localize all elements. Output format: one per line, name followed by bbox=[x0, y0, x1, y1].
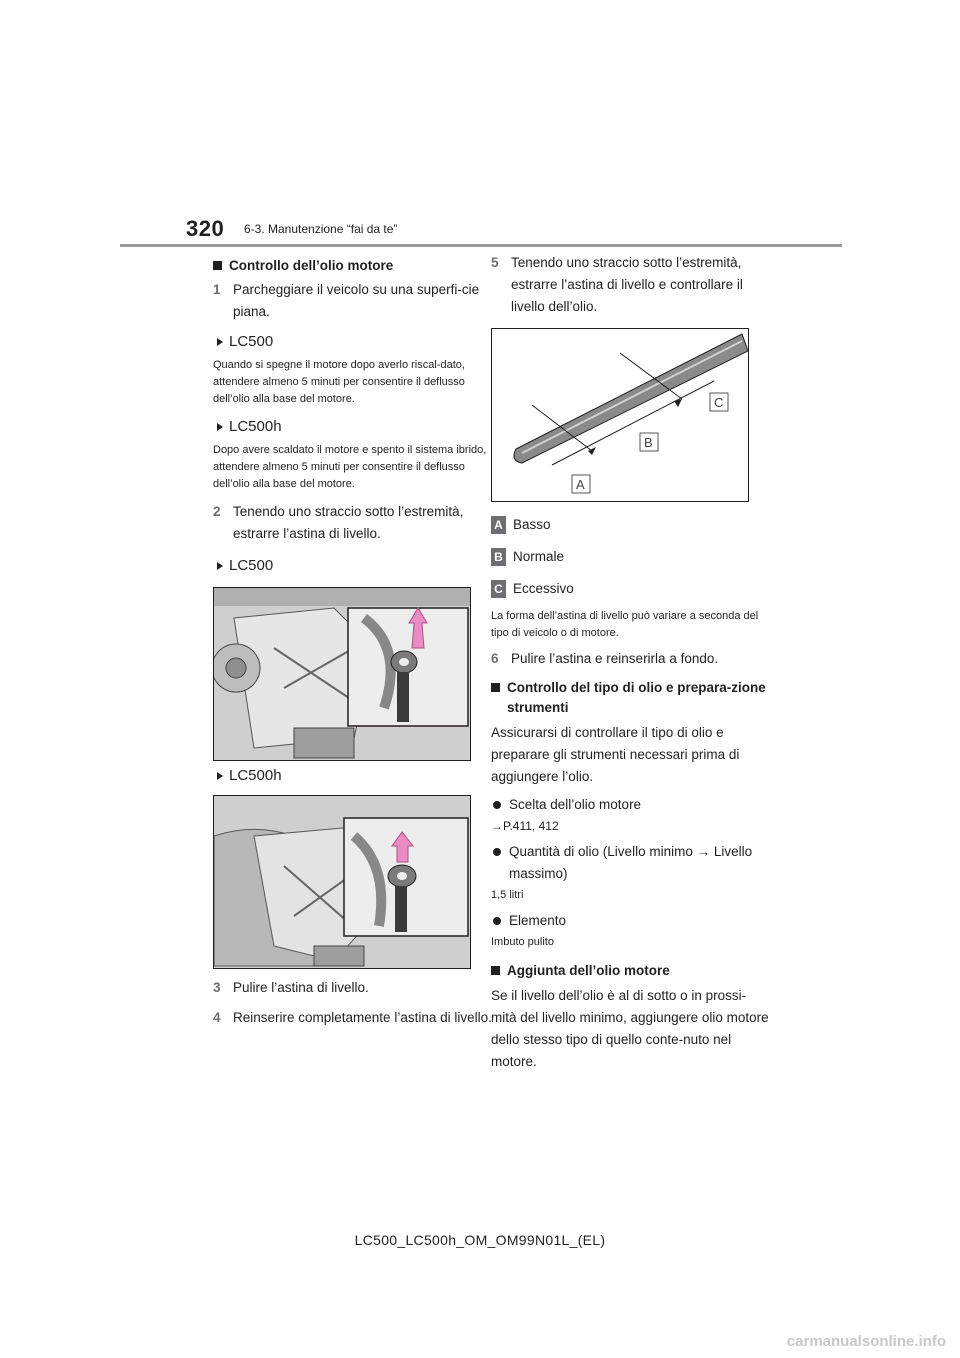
diagram-label-a: A bbox=[576, 477, 585, 492]
note-lc500h: Dopo avere scaldato il motore e spento il sistema ibrido, attendere almeno 5 minuti per consentire il deflusso dell’olio alla base del motore. bbox=[213, 444, 487, 490]
triangle-marker-icon bbox=[217, 338, 223, 346]
bullet-dot-icon bbox=[493, 917, 501, 925]
item-value: Imbuto pulito bbox=[491, 936, 554, 948]
bullet-dot-icon bbox=[493, 848, 501, 856]
page-number: 320 bbox=[186, 216, 225, 241]
diagram-label-b: B bbox=[644, 435, 653, 450]
footer-document-code: LC500_LC500h_OM_OM99N01L_(EL) bbox=[354, 1232, 606, 1248]
right-column bbox=[491, 252, 771, 1073]
model-lc500h-image-caption: LC500h bbox=[213, 765, 493, 787]
legend-item-normal: B Normale bbox=[491, 546, 771, 572]
model-lc500: LC500 bbox=[213, 331, 493, 353]
step-5: 5 Tenendo uno straccio sotto l’estremità, estrarre l’astina di livello e controllare il livello dell’olio. bbox=[491, 255, 743, 314]
step-2: 2 Tenendo uno straccio sotto l’estremità, estrarre l’astina di livello. bbox=[213, 504, 464, 541]
legend-item-excessive: C Eccessivo bbox=[491, 578, 771, 604]
model-lc500h: LC500h bbox=[213, 416, 493, 438]
oil-quantity-value: 1,5 litri bbox=[491, 889, 524, 901]
section-title: 6-3. Manutenzione “fai da te” bbox=[244, 222, 398, 236]
model-lc500-image-caption: LC500 bbox=[213, 555, 493, 577]
triangle-marker-icon bbox=[217, 423, 223, 431]
engine-lc500h-icon bbox=[214, 796, 470, 968]
heading-add-oil: Aggiunta dell’olio motore bbox=[491, 961, 771, 981]
engine-lc500-icon bbox=[214, 588, 470, 760]
triangle-marker-icon bbox=[217, 772, 223, 780]
engine-illustration-lc500 bbox=[213, 587, 471, 761]
bullet-item: Elemento bbox=[491, 910, 771, 932]
step-6: 6 Pulire l’astina e reinserirla a fondo. bbox=[491, 651, 719, 666]
left-column bbox=[213, 252, 493, 1029]
engine-illustration-lc500h bbox=[213, 795, 471, 969]
bullet-oil-choice: Scelta dell’olio motore bbox=[491, 794, 771, 816]
legend-item-low: A Basso bbox=[491, 514, 771, 540]
bullet-oil-quantity: Quantità di olio (Livello minimo → Livello massimo) bbox=[491, 841, 771, 885]
diagram-label-c: C bbox=[714, 395, 724, 410]
step-1: 1 Parcheggiare il veicolo su una superfi-cie piana. bbox=[213, 282, 480, 319]
step-3: 3 Pulire l’astina di livello. bbox=[213, 980, 369, 995]
dipstick-diagram bbox=[491, 328, 749, 502]
dipstick-note: La forma dell’astina di livello può variare a seconda del tipo di veicolo o di motore. bbox=[491, 610, 759, 639]
paragraph-add-oil: Se il livello dell’olio è al di sotto o in prossi-mità del livello minimo, aggiungere olio motore dello stesso tipo di quello conte-nuto nel motore. bbox=[491, 988, 769, 1069]
note-lc500: Quando si spegne il motore dopo averlo riscal-dato, attendere almeno 5 minuti per consentire il deflusso dell’olio alla base del motore. bbox=[213, 359, 465, 405]
square-bullet-icon bbox=[491, 966, 500, 975]
square-bullet-icon bbox=[491, 683, 500, 692]
bullet-dot-icon bbox=[493, 801, 501, 809]
heading-check-oil: Controllo dell’olio motore bbox=[213, 256, 493, 276]
step-4: 4 Reinserire completamente l’astina di livello. bbox=[213, 1010, 492, 1025]
header-divider bbox=[120, 244, 842, 247]
dipstick-legend bbox=[491, 514, 771, 604]
heading-oil-type: Controllo del tipo di olio e prepara-zione strumenti bbox=[491, 678, 771, 718]
dipstick-icon bbox=[492, 329, 748, 501]
square-bullet-icon bbox=[213, 261, 222, 270]
triangle-marker-icon bbox=[217, 562, 223, 570]
watermark: carmanualsonline.info bbox=[786, 1333, 946, 1350]
page-reference: →P.411, 412 bbox=[491, 819, 559, 833]
paragraph-oil-type: Assicurarsi di controllare il tipo di olio e preparare gli strumenti necessari prima di aggiungere l’olio. bbox=[491, 725, 740, 784]
